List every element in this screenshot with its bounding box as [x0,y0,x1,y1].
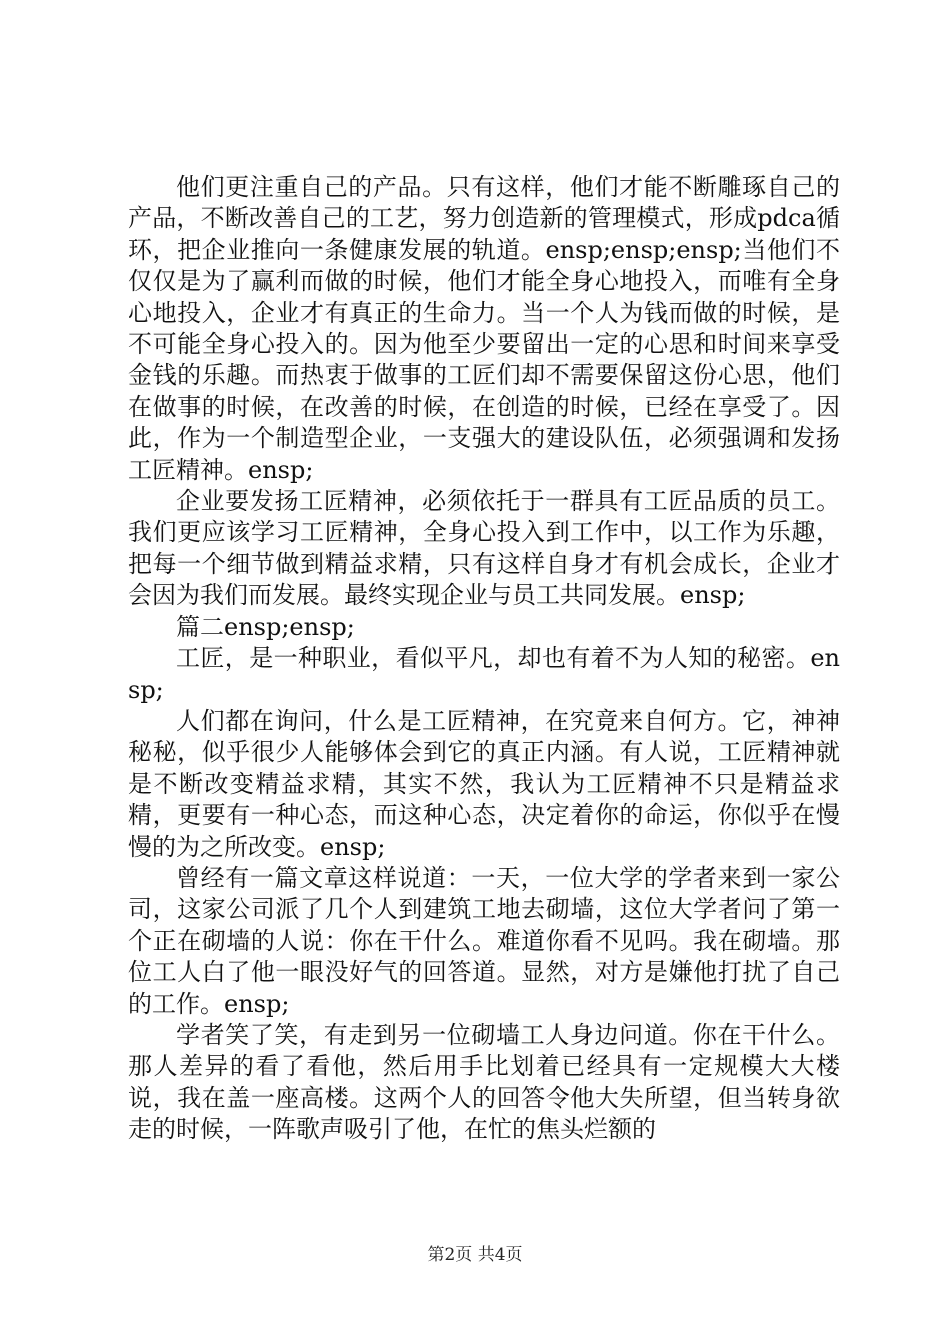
page-footer: 第2页 共4页 [427,1245,523,1265]
paragraph-7: 学者笑了笑，有走到另一位砌墙工人身边问道。你在干什么。那人差异的看了看他，然后用手比划着已经具有一定规模大大楼说，我在盖一座高楼。这两个人的回答令他大失所望，但当转身欲走的时候，一阵歌声吸引了他，在忙的焦头烂额的 [128,1020,840,1144]
paragraph-6: 曾经有一篇文章这样说道：一天，一位大学的学者来到一家公司，这家公司派了几个人到建筑工地去砌墙，这位大学者问了第一个正在砌墙的人说：你在干什么。难道你看不见吗。我在砌墙。那位工人白了他一眼没好气的回答道。显然，对方是嫌他打扰了自己的工作。ensp; [128,863,840,1018]
paragraph-2: 企业要发扬工匠精神，必须依托于一群具有工匠品质的员工。我们更应该学习工匠精神，全身心投入到工作中，以工作为乐趣，把每一个细节做到精益求精，只有这样自身才有机会成长，企业才会因为我们而发展。最终实现企业与员工共同发展。ensp; [128,487,840,610]
paragraph-4: 工匠，是一种职业，看似平凡，却也有着不为人知的秘密。ensp; [128,644,840,704]
paragraph-1: 他们更注重自己的产品。只有这样，他们才能不断雕琢自己的产品，不断改善自己的工艺，努力创造新的管理模式，形成pdca循环，把企业推向一条健康发展的轨道。ensp;ensp;ensp;当他们不仅仅是为了赢利而做的时候，他们才能全身心地投入，而唯有全身心地投入，企业才有真正的生命力。当一个人为钱而做的时候，是不可能全身心投入的。因为他至少要留出一定的心思和时间来享受金钱的乐趣。而热衷于做事的工匠们却不需要保留这份心思，他们在做事的时候，在改善的时候，在创造的时候，已经在享受了。因此，作为一个制造型企业，一支强大的建设队伍，必须强调和发扬工匠精神。ensp; [128,173,840,484]
document-body [128,172,840,1146]
paragraph-5: 人们都在询问，什么是工匠精神，在究竟来自何方。它，神神秘秘，似乎很少人能够体会到它的真正内涵。有人说，工匠精神就是不断改变精益求精，其实不然，我认为工匠精神不只是精益求精，更要有一种心态，而这种心态，决定着你的命运，你似乎在慢慢的为之所改变。ensp; [128,706,840,861]
paragraph-3: 篇二ensp;ensp; [176,612,355,641]
